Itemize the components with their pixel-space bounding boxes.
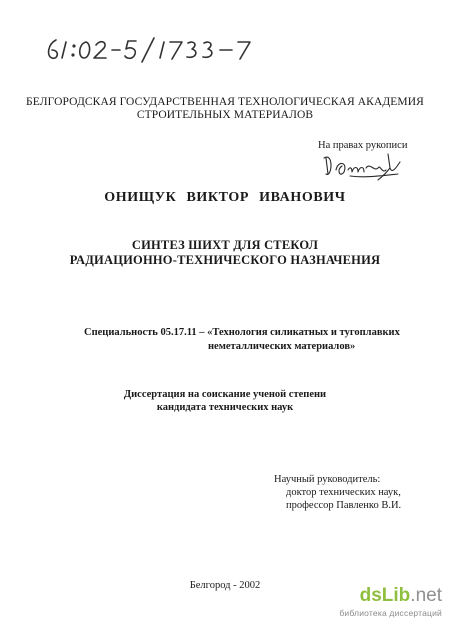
institution-line-2: СТРОИТЕЛЬНЫХ МАТЕРИАЛОВ [136, 109, 314, 121]
rights-note: На правах рукописи [318, 140, 408, 151]
dissertation-line-1: Диссертация на соискание ученой степени [123, 389, 327, 400]
thesis-title-line-1: СИНТЕЗ ШИХТ ДЛЯ СТЕКОЛ [131, 238, 319, 252]
handwritten-signature [320, 148, 406, 184]
supervisor-block [274, 473, 434, 512]
supervisor-degree: доктор технических наук, [286, 487, 401, 498]
specialty-line-1: Специальность 05.17.11 – «Технология силикатных и тугоплавких [84, 327, 400, 338]
watermark-site-prefix: dsLib [359, 585, 411, 606]
thesis-title [20, 238, 430, 268]
supervisor-role: Научный руководитель: [274, 474, 381, 485]
watermark[interactable] [339, 585, 442, 620]
institution-line-1: БЕЛГОРОДСКАЯ ГОСУДАРСТВЕННАЯ ТЕХНОЛОГИЧЕСКАЯ АКАДЕМИЯ [26, 96, 424, 108]
institution-name [20, 96, 430, 122]
thesis-title-line-2: РАДИАЦИОННО-ТЕХНИЧЕСКОГО НАЗНАЧЕНИЯ [69, 253, 381, 267]
city-year: Белгород - 2002 [189, 580, 261, 591]
specialty-line-2: неметаллических материалов» [208, 341, 356, 352]
dissertation-degree [30, 388, 420, 414]
dissertation-line-2: кандидата технических наук [156, 402, 294, 413]
handwritten-catalog-number [42, 30, 292, 70]
watermark-caption: библиотека диссертаций [339, 608, 442, 618]
author-name: ОНИЩУК ВИКТОР ИВАНОВИЧ [104, 190, 346, 205]
supervisor-name: профессор Павленко В.И. [286, 500, 402, 511]
handwritten-catalog-number-drawing [42, 30, 292, 70]
specialty [84, 326, 424, 354]
watermark-site-suffix: .net [410, 585, 442, 606]
signature-drawing [320, 148, 406, 184]
watermark-site[interactable] [339, 585, 442, 606]
